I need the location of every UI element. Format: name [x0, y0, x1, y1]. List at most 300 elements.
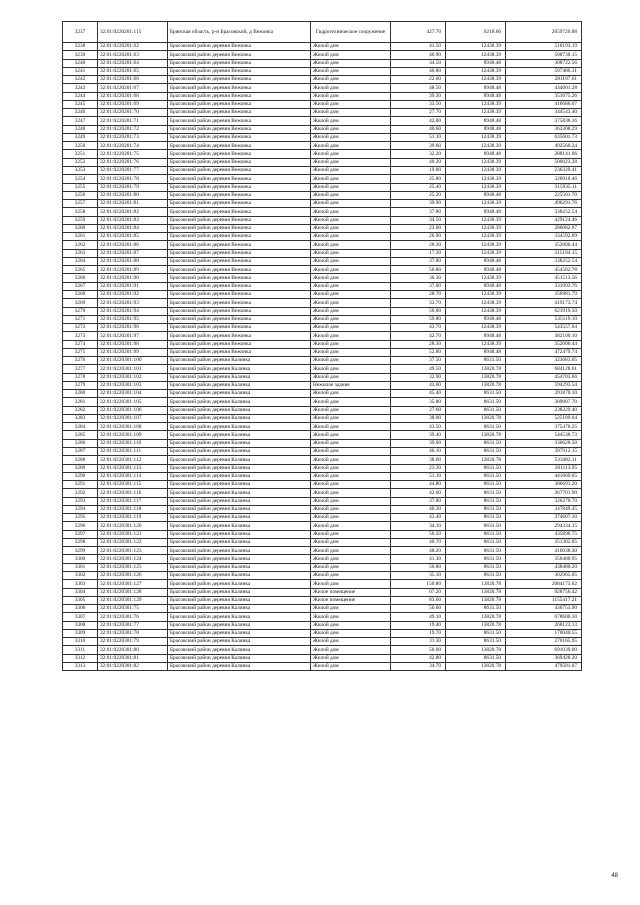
address-cell: Брасовский район деревня Вежонка [168, 43, 311, 51]
table-row [63, 662, 582, 670]
cadastral-number-cell: 32:01:0220201:95 [98, 315, 168, 323]
table-row [63, 514, 582, 522]
object-type-cell: Жилой дом [311, 538, 391, 546]
cadastral-number-cell: 32:01:0220301:118 [98, 505, 168, 513]
row-number-cell: 3273 [63, 332, 98, 340]
area-cell: 32.20 [391, 150, 446, 158]
price-per-unit-cell: 12438.39 [446, 76, 506, 84]
table-row [63, 489, 582, 497]
address-cell: Брасовский район деревня Вежонка [168, 92, 311, 100]
table-row [63, 522, 582, 530]
cadastral-value-cell: 288141.06 [506, 150, 582, 158]
address-cell: Брасовский район деревня Вежонка [168, 315, 311, 323]
row-number-cell: 3311 [63, 646, 98, 654]
address-cell: Брасовский район деревня Вежонка [168, 233, 311, 241]
cadastral-value-cell: 363308.29 [506, 125, 582, 133]
table-row [63, 51, 582, 59]
table-row [63, 76, 582, 84]
cadastral-number-cell: 32:01:0220301:112 [98, 456, 168, 464]
cadastral-value-cell: 367701.90 [506, 489, 582, 497]
price-per-unit-cell: 13820.78 [446, 431, 506, 439]
price-per-unit-cell: 13820.78 [446, 365, 506, 373]
price-per-unit-cell: 12438.39 [446, 241, 506, 249]
page-number: 48 [611, 873, 618, 879]
price-per-unit-cell: 12438.39 [446, 274, 506, 282]
address-cell: Брасовский район деревня Калинка [168, 662, 311, 670]
area-cell: 40.60 [391, 125, 446, 133]
area-cell: 43.40 [391, 514, 446, 522]
address-cell: Брасовский район деревня Калинка [168, 613, 311, 621]
cadastral-value-cell: 347849.45 [506, 505, 582, 513]
area-cell: 37.80 [391, 257, 446, 265]
price-per-unit-cell: 8631.50 [446, 629, 506, 637]
cadastral-value-cell: 326270.70 [506, 497, 582, 505]
area-cell: 38.60 [391, 456, 446, 464]
cadastral-number-cell: 32:01:0220201:77 [98, 166, 168, 174]
cadastral-number-cell: 32:01:0220201:68 [98, 92, 168, 100]
row-number-cell: 3290 [63, 472, 98, 480]
area-cell: 23.00 [391, 224, 446, 232]
table-row [63, 150, 582, 158]
cadastral-value-cell: 238229.40 [506, 406, 582, 414]
area-cell: 33.70 [391, 299, 446, 307]
price-per-unit-cell: 12438.39 [446, 340, 506, 348]
address-cell: Брасовский район деревня Вежонка [168, 158, 311, 166]
cadastral-number-cell: 32:01:0220301:104 [98, 390, 168, 398]
area-cell: 39.30 [391, 92, 446, 100]
row-number-cell: 3312 [63, 654, 98, 662]
cadastral-number-cell: 32:01:0220301:121 [98, 530, 168, 538]
address-cell: Брасовский район деревня Вежонка [168, 307, 311, 315]
address-cell: Брасовский район деревня Вежонка [168, 67, 311, 75]
object-type-cell: Жилой дом [311, 332, 391, 340]
row-number-cell: 3310 [63, 638, 98, 646]
price-per-unit-cell: 13820.78 [446, 414, 506, 422]
cadastral-number-cell: 32:01:0220301:123 [98, 547, 168, 555]
address-cell: Брасовский район деревня Калинка [168, 563, 311, 571]
cadastral-number-cell: 32:01:0220201:99 [98, 348, 168, 356]
cadastral-value-cell: 286082.97 [506, 224, 582, 232]
table-row [63, 67, 582, 75]
table-row [63, 538, 582, 546]
row-number-cell: 3283 [63, 414, 98, 422]
cadastral-value-cell: 678600.30 [506, 613, 582, 621]
address-cell: Брасовский район деревня Калинка [168, 514, 311, 522]
object-type-cell: Жилой дом [311, 646, 391, 654]
row-number-cell: 3245 [63, 100, 98, 108]
area-cell: 427.70 [391, 22, 446, 43]
cadastral-number-cell: 32:01:0220201:65 [98, 67, 168, 75]
area-cell: 52.80 [391, 348, 446, 356]
object-type-cell: Жилой дом [311, 505, 391, 513]
row-number-cell: 3248 [63, 125, 98, 133]
cadastral-value-cell: 472479.74 [506, 348, 582, 356]
table-row [63, 464, 582, 472]
row-number-cell: 3298 [63, 538, 98, 546]
cadastral-value-cell: 416686.07 [506, 100, 582, 108]
cadastral-number-cell: 32:01:0220301:128 [98, 588, 168, 596]
area-cell: 42.60 [391, 489, 446, 497]
table-row [63, 266, 582, 274]
cadastral-value-cell: 454703.66 [506, 373, 582, 381]
price-per-unit-cell: 8631.50 [446, 638, 506, 646]
object-type-cell: Жилой дом [311, 191, 391, 199]
address-cell: Брасовский район деревня Калинка [168, 489, 311, 497]
cadastral-value-cell: 351302.05 [506, 538, 582, 546]
row-number-cell: 3251 [63, 150, 98, 158]
row-number-cell: 3247 [63, 117, 98, 125]
address-cell: Брасовский район деревня Вежонка [168, 249, 311, 257]
cadastral-value-cell: 309007.70 [506, 398, 582, 406]
area-cell: 41.50 [391, 43, 446, 51]
object-type-cell: Нежилое здание [311, 381, 391, 389]
address-cell: Брасовский район деревня Вежонка [168, 257, 311, 265]
table-row [63, 307, 582, 315]
address-cell: Брасовский район деревня Калинка [168, 472, 311, 480]
row-number-cell: 3269 [63, 299, 98, 307]
cadastral-number-cell: 32:01:0220301:117 [98, 497, 168, 505]
cadastral-number-cell: 32:01:0220201:97 [98, 332, 168, 340]
object-type-cell: Жилой дом [311, 406, 391, 414]
row-number-cell: 3300 [63, 555, 98, 563]
object-type-cell: Жилой дом [311, 76, 391, 84]
row-number-cell: 3246 [63, 109, 98, 117]
cadastral-value-cell: 500023.28 [506, 158, 582, 166]
row-number-cell: 3313 [63, 662, 98, 670]
table-row [63, 175, 582, 183]
area-cell: 46.10 [391, 448, 446, 456]
cadastral-value-cell: 2659720.88 [506, 22, 582, 43]
row-number-cell: 3243 [63, 84, 98, 92]
price-per-unit-cell: 12438.39 [446, 51, 506, 59]
price-per-unit-cell: 13820.78 [446, 588, 506, 596]
row-number-cell: 3277 [63, 365, 98, 373]
cadastral-value-cell: 336628.50 [506, 439, 582, 447]
cadastral-number-cell: 32:01:0220201:88 [98, 257, 168, 265]
cadastral-number-cell: 32:01:0220201:83 [98, 216, 168, 224]
cadastral-value-cell: 525189.64 [506, 414, 582, 422]
price-per-unit-cell: 8631.50 [446, 654, 506, 662]
object-type-cell: Жилой дом [311, 497, 391, 505]
price-per-unit-cell: 12438.39 [446, 299, 506, 307]
table-row [63, 166, 582, 174]
address-cell: Брасовский район деревня Вежонка [168, 191, 311, 199]
address-cell: Брасовский район деревня Калинка [168, 398, 311, 406]
address-cell: Брасовский район деревня Вежонка [168, 241, 311, 249]
row-number-cell: 3261 [63, 233, 98, 241]
price-per-unit-cell: 8631.50 [446, 448, 506, 456]
cadastral-number-cell: 32:01:0220301:81 [98, 654, 168, 662]
cadastral-value-cell: 391870.10 [506, 390, 582, 398]
row-number-cell: 3301 [63, 563, 98, 571]
area-cell: 38.00 [391, 414, 446, 422]
address-cell: Брасовский район деревня Вежонка [168, 224, 311, 232]
table-row [63, 241, 582, 249]
address-cell: Брасовский район деревня Калинка [168, 654, 311, 662]
cadastral-value-cell: 369428.20 [506, 654, 582, 662]
area-cell: 50.00 [391, 646, 446, 654]
area-cell: 39.00 [391, 439, 446, 447]
cadastral-number-cell: 32:01:0220201:69 [98, 100, 168, 108]
row-number-cell: 3255 [63, 183, 98, 191]
property-table [62, 21, 582, 671]
table-row [63, 224, 582, 232]
cadastral-value-cell: 544538.73 [506, 431, 582, 439]
object-type-cell: Жилой дом [311, 423, 391, 431]
area-cell: 28.30 [391, 340, 446, 348]
cadastral-number-cell: 32:01:0220201:63 [98, 51, 168, 59]
address-cell: Брасовский район деревня Вежонка [168, 133, 311, 141]
price-per-unit-cell: 8631.50 [446, 563, 506, 571]
object-type-cell: Жилой дом [311, 208, 391, 216]
row-number-cell: 3259 [63, 216, 98, 224]
price-per-unit-cell: 12438.39 [446, 166, 506, 174]
area-cell: 22.60 [391, 76, 446, 84]
address-cell: Брасовский район деревня Вежонка [168, 340, 311, 348]
object-type-cell: Жилой дом [311, 307, 391, 315]
address-cell: Брасовский район деревня Вежонка [168, 142, 311, 150]
table-row [63, 43, 582, 51]
object-type-cell: Жилой дом [311, 100, 391, 108]
table-row [63, 365, 582, 373]
object-type-cell: Жилой дом [311, 348, 391, 356]
area-cell: 25.80 [391, 175, 446, 183]
area-cell: 40.30 [391, 505, 446, 513]
cadastral-value-cell: 386691.20 [506, 481, 582, 489]
price-per-unit-cell: 8948.48 [446, 59, 506, 67]
table-row [63, 547, 582, 555]
object-type-cell: Гидротехническое сооружение [311, 22, 391, 43]
cadastral-number-cell: 32:01:0220201:62 [98, 43, 168, 51]
address-cell: Брасовский район деревня Вежонка [168, 166, 311, 174]
area-cell: 19.70 [391, 629, 446, 637]
cadastral-value-cell: 315935.11 [506, 183, 582, 191]
table-row [63, 398, 582, 406]
object-type-cell: Жилой дом [311, 133, 391, 141]
area-cell: 19.40 [391, 621, 446, 629]
area-cell: 48.50 [391, 84, 446, 92]
row-number-cell: 3260 [63, 224, 98, 232]
cadastral-value-cell: 454582.78 [506, 266, 582, 274]
row-number-cell: 3267 [63, 282, 98, 290]
cadastral-number-cell: 32:01:0220301:124 [98, 555, 168, 563]
row-number-cell: 3238 [63, 43, 98, 51]
cadastral-number-cell: 32:01:0220201:66 [98, 76, 168, 84]
table-row [63, 191, 582, 199]
area-cell: 50.50 [391, 530, 446, 538]
cadastral-number-cell: 32:01:0220201:93 [98, 299, 168, 307]
row-number-cell: 3293 [63, 497, 98, 505]
address-cell: Брасовский район деревня Калинка [168, 448, 311, 456]
cadastral-number-cell: 32:01:0220201:79 [98, 183, 168, 191]
cadastral-number-cell: 32:01:0220301:110 [98, 439, 168, 447]
area-cell: 42.00 [391, 117, 446, 125]
area-cell: 43.70 [391, 324, 446, 332]
price-per-unit-cell: 13820.78 [446, 613, 506, 621]
price-per-unit-cell: 8631.50 [446, 497, 506, 505]
price-per-unit-cell: 12438.39 [446, 307, 506, 315]
table-row [63, 572, 582, 580]
object-type-cell: Жилой дом [311, 183, 391, 191]
table-row [63, 332, 582, 340]
price-per-unit-cell: 12438.39 [446, 200, 506, 208]
area-cell: 40.70 [391, 538, 446, 546]
object-type-cell: Жилой дом [311, 117, 391, 125]
row-number-cell: 3299 [63, 547, 98, 555]
price-per-unit-cell: 8948.48 [446, 257, 506, 265]
address-cell: Брасовский район деревня Калинка [168, 497, 311, 505]
table-row [63, 257, 582, 265]
address-cell: Брасовский район деревня Калинка [168, 423, 311, 431]
object-type-cell: Жилой дом [311, 431, 391, 439]
address-cell: Брасовский район деревня Вежонка [168, 282, 311, 290]
object-type-cell: Жилой дом [311, 621, 391, 629]
row-number-cell: 3296 [63, 522, 98, 530]
price-per-unit-cell: 12438.39 [446, 43, 506, 51]
address-cell: Брасовский район деревня Вежонка [168, 109, 311, 117]
cadastral-value-cell: 507486.31 [506, 67, 582, 75]
table-row [63, 290, 582, 298]
area-cell: 50.80 [391, 266, 446, 274]
cadastral-value-cell: 508730.15 [506, 51, 582, 59]
cadastral-number-cell: 32:01:0220201:98 [98, 340, 168, 348]
table-row [63, 530, 582, 538]
cadastral-number-cell: 32:01:0220201:96 [98, 324, 168, 332]
area-cell: 34.50 [391, 59, 446, 67]
area-cell: 42.80 [391, 654, 446, 662]
row-number-cell: 3280 [63, 390, 98, 398]
object-type-cell: Жилой дом [311, 299, 391, 307]
table-row [63, 390, 582, 398]
cadastral-value-cell: 533482.11 [506, 456, 582, 464]
area-cell: 37.80 [391, 208, 446, 216]
area-cell: 32.90 [391, 373, 446, 381]
cadastral-value-cell: 302965.65 [506, 572, 582, 580]
area-cell: 49.50 [391, 365, 446, 373]
price-per-unit-cell: 12438.39 [446, 133, 506, 141]
table-row [63, 340, 582, 348]
address-cell: Брасовский район деревня Вежонка [168, 332, 311, 340]
table-row [63, 439, 582, 447]
object-type-cell: Жилой дом [311, 662, 391, 670]
cadastral-value-cell: 281107.61 [506, 76, 582, 84]
area-cell: 17.30 [391, 249, 446, 257]
cadastral-value-cell: 236329.41 [506, 166, 582, 174]
cadastral-number-cell: 32:01:0220301:78 [98, 629, 168, 637]
table-row [63, 406, 582, 414]
address-cell: Брасовский район деревня Калинка [168, 605, 311, 613]
area-cell: 48.20 [391, 547, 446, 555]
table-row [63, 423, 582, 431]
price-per-unit-cell: 8631.50 [446, 547, 506, 555]
table-row [63, 324, 582, 332]
table-row [63, 481, 582, 489]
area-cell: 34.70 [391, 662, 446, 670]
address-cell: Брасовский район деревня Вежонка [168, 299, 311, 307]
cadastral-value-cell: 270165.95 [506, 638, 582, 646]
cadastral-value-cell: 397912.15 [506, 448, 582, 456]
price-per-unit-cell: 12438.39 [446, 109, 506, 117]
price-per-unit-cell: 13820.78 [446, 456, 506, 464]
row-number-cell: 3264 [63, 257, 98, 265]
object-type-cell: Жилой дом [311, 357, 391, 365]
row-number-cell: 3271 [63, 315, 98, 323]
address-cell: Брасовский район деревня Вежонка [168, 274, 311, 282]
object-type-cell: Жилой дом [311, 439, 391, 447]
object-type-cell: Жилой дом [311, 266, 391, 274]
cadastral-number-cell: 32:01:0220301:105 [98, 398, 168, 406]
price-per-unit-cell: 12438.39 [446, 224, 506, 232]
area-cell: 39.60 [391, 142, 446, 150]
price-per-unit-cell: 8948.48 [446, 117, 506, 125]
cadastral-value-cell: 594293.54 [506, 381, 582, 389]
area-cell: 150.80 [391, 580, 446, 588]
cadastral-number-cell: 32:01:0220201:85 [98, 233, 168, 241]
address-cell: Брасовский район деревня Калинка [168, 373, 311, 381]
table-row [63, 357, 582, 365]
row-number-cell: 3306 [63, 605, 98, 613]
table-row [63, 638, 582, 646]
area-cell: 40.90 [391, 51, 446, 59]
table-row [63, 109, 582, 117]
address-cell: Брасовский район деревня Калинка [168, 414, 311, 422]
object-type-cell: Жилой дом [311, 249, 391, 257]
address-cell: Брасовский район деревня Калинка [168, 505, 311, 513]
address-cell: Брасовский район деревня Калинка [168, 522, 311, 530]
cadastral-number-cell: 32:01:0220201:70 [98, 109, 168, 117]
cadastral-number-cell: 32:01:0220301:119 [98, 514, 168, 522]
cadastral-value-cell: 294334.15 [506, 522, 582, 530]
address-cell: Брасовский район деревня Калинка [168, 547, 311, 555]
row-number-cell: 3270 [63, 307, 98, 315]
cadastral-value-cell: 334592.69 [506, 233, 582, 241]
area-cell: 41.30 [391, 555, 446, 563]
object-type-cell: Жилой дом [311, 43, 391, 51]
price-per-unit-cell: 8631.50 [446, 489, 506, 497]
table-row [63, 605, 582, 613]
price-per-unit-cell: 8631.50 [446, 439, 506, 447]
area-cell: 28.30 [391, 241, 446, 249]
area-cell: 23.30 [391, 464, 446, 472]
area-cell: 39.90 [391, 200, 446, 208]
cadastral-value-cell: 429124.46 [506, 216, 582, 224]
price-per-unit-cell: 8631.50 [446, 538, 506, 546]
area-cell: 83.60 [391, 596, 446, 604]
table-row [63, 654, 582, 662]
area-cell: 25.40 [391, 183, 446, 191]
row-number-cell: 3250 [63, 142, 98, 150]
object-type-cell: Жилой дом [311, 605, 391, 613]
object-type-cell: Жилой дом [311, 563, 391, 571]
object-type-cell: Жилой дом [311, 456, 391, 464]
row-number-cell: 3288 [63, 456, 98, 464]
cadastral-value-cell: 451513.56 [506, 274, 582, 282]
cadastral-number-cell: 32:01:0220201:74 [98, 142, 168, 150]
address-cell: Брасовский район деревня Вежонка [168, 183, 311, 191]
row-number-cell: 3242 [63, 76, 98, 84]
object-type-cell: Жилой дом [311, 522, 391, 530]
price-per-unit-cell: 13820.78 [446, 662, 506, 670]
object-type-cell: Жилой дом [311, 290, 391, 298]
area-cell: 37.80 [391, 497, 446, 505]
price-per-unit-cell: 8948.48 [446, 191, 506, 199]
address-cell: Брасовский район деревня Вежонка [168, 76, 311, 84]
row-number-cell: 3237 [63, 22, 98, 43]
address-cell: Брасовский район деревня Вежонка [168, 216, 311, 224]
table-row [63, 59, 582, 67]
cadastral-number-cell: 32:01:0220201:67 [98, 84, 168, 92]
table-row [63, 414, 582, 422]
